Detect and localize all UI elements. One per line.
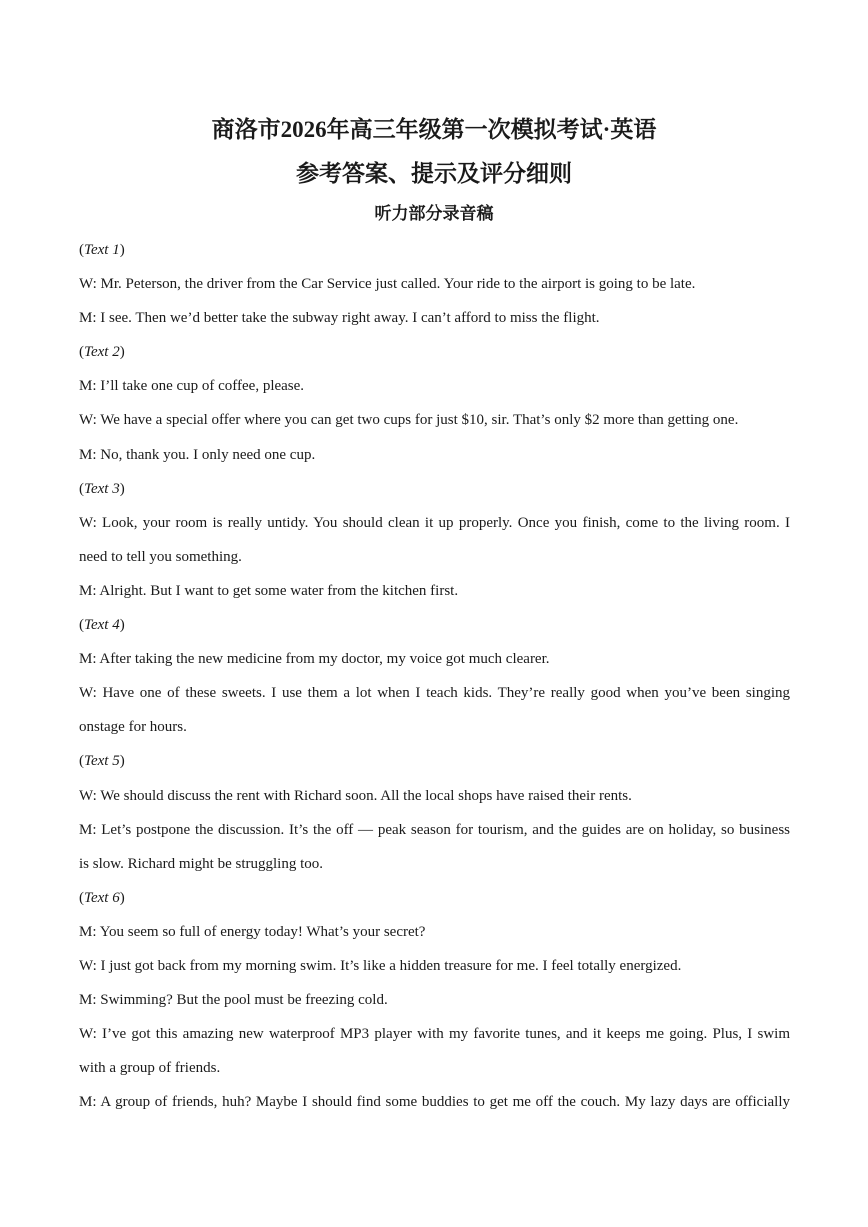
dialogue-line: M: No, thank you. I only need one cup. [79, 446, 316, 463]
text-label [79, 472, 790, 506]
dialogue-line: W: We have a special offer where you can get two cups for just $10, sir. That’s only $2 more than getting one. [79, 412, 739, 429]
label-name: Text 5 [84, 753, 120, 770]
dialogue-line: W: I just got back from my morning swim. It’s like a hidden treasure for me. I feel totally energized. [79, 957, 682, 974]
dialogue-line: M: Swimming? But the pool must be freezing cold. [79, 992, 388, 1009]
document-subtitle: 参考答案、提示及评分细则 [296, 161, 572, 186]
label-name: Text 2 [84, 344, 120, 361]
label-close-paren: ) [119, 617, 125, 634]
dialogue-line: M: Alright. But I want to get some water from the kitchen first. [79, 582, 459, 599]
dialogue-line: W: Look, your room is really untidy. You should clean it up properly. Once you finish, come to the living room. I [79, 514, 790, 531]
label-close-paren: ) [119, 242, 125, 258]
label-close-paren: ) [119, 753, 125, 770]
label-open-paren: ( [79, 753, 84, 770]
text-label [79, 335, 790, 369]
label-open-paren: ( [79, 242, 84, 258]
dialogue-line: need to tell you something. [79, 548, 242, 565]
dialogue-line: W: Have one of these sweets. I use them a lot when I teach kids. They’re really good when you’ve been singing [79, 685, 790, 702]
label-name: Text 4 [84, 617, 120, 634]
label-name: Text 6 [84, 889, 120, 906]
label-open-paren: ( [79, 480, 84, 497]
dialogue-line: M: After taking the new medicine from my doctor, my voice got much clearer. [79, 651, 550, 668]
label-open-paren: ( [79, 617, 84, 634]
label-name: Text 1 [84, 242, 120, 258]
dialogue-line: with a group of friends. [79, 1060, 221, 1077]
transcript-body [79, 233, 790, 1119]
text-label [79, 608, 790, 642]
dialogue-line: M: I see. Then we’d better take the subway right away. I can’t afford to miss the flight. [79, 310, 600, 327]
dialogue-line: onstage for hours. [79, 719, 187, 736]
dialogue-line: M: A group of friends, huh? Maybe I should find some buddies to get me off the couch. My lazy days are officially [79, 1094, 790, 1111]
text-label [79, 233, 790, 267]
dialogue-line: M: You seem so full of energy today! What’s your secret? [79, 923, 426, 940]
label-open-paren: ( [79, 344, 84, 361]
dialogue-line: M: Let’s postpone the discussion. It’s the off — peak season for tourism, and the guides are on holiday, so business [79, 821, 790, 838]
dialogue-line: W: We should discuss the rent with Richard soon. All the local shops have raised their rents. [79, 787, 632, 804]
section-heading: 听力部分录音稿 [374, 204, 494, 223]
text-label [79, 881, 790, 915]
dialogue-line: W: Mr. Peterson, the driver from the Car Service just called. Your ride to the airport is going to be late. [79, 276, 696, 293]
text-label [79, 744, 790, 778]
dialogue-line: W: I’ve got this amazing new waterproof MP3 player with my favorite tunes, and it keeps me going. Plus, I swim [79, 1026, 790, 1043]
label-name: Text 3 [84, 480, 120, 497]
dialogue-line: is slow. Richard might be struggling too. [79, 855, 324, 872]
document-title: 商洛市2026年高三年级第一次模拟考试·英语 [211, 117, 657, 142]
label-close-paren: ) [119, 889, 125, 906]
dialogue-line: M: I’ll take one cup of coffee, please. [79, 378, 305, 395]
label-open-paren: ( [79, 889, 84, 906]
label-close-paren: ) [119, 344, 125, 361]
label-close-paren: ) [119, 480, 125, 497]
